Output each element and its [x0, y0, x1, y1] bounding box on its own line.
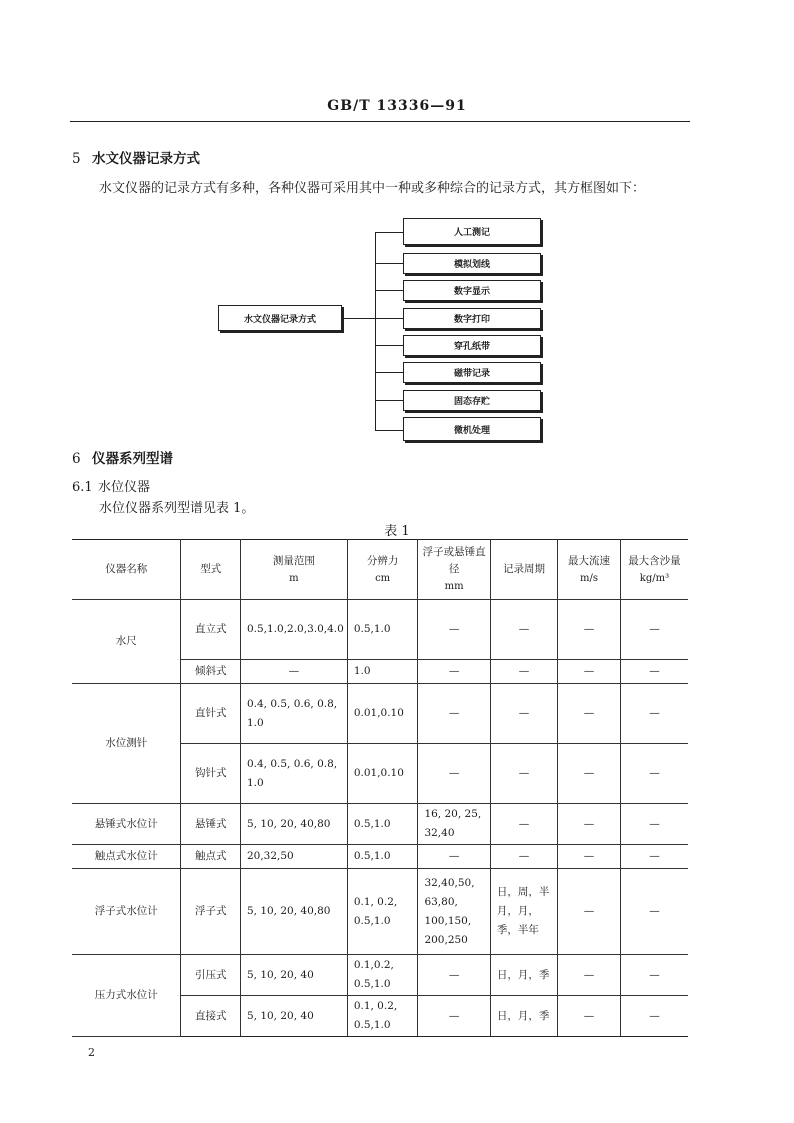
cell-velocity: — [558, 955, 621, 996]
flowchart-box-digital-print: 数字打印 [403, 308, 541, 329]
section-6-heading: 仪器系列型谱 [92, 451, 173, 467]
water-level-instruments-table [72, 539, 688, 1037]
cell-velocity: — [558, 744, 621, 804]
section-6-title [72, 447, 173, 467]
cell-diameter: — [418, 660, 490, 684]
flowchart-box-digital-display: 数字显示 [403, 280, 541, 301]
table-row [72, 684, 688, 744]
cell-period: — [490, 744, 557, 804]
cell-name: 浮子式水位计 [72, 869, 181, 955]
cell-type: 倾斜式 [181, 660, 241, 684]
cell-range: 0.4, 0.5, 0.6, 0.8, 1.0 [240, 684, 347, 744]
header-diameter [418, 540, 490, 600]
flowchart-root-connector [342, 318, 375, 319]
cell-name: 水位测针 [72, 684, 181, 804]
flowchart-connector-5 [375, 345, 403, 346]
cell-sediment: — [620, 845, 688, 869]
header-sediment [620, 540, 688, 600]
cell-sediment: — [620, 955, 688, 996]
cell-resolution: 1.0 [347, 660, 418, 684]
cell-type: 直立式 [181, 600, 241, 660]
header-resolution-unit: cm [375, 572, 391, 584]
cell-diameter: — [418, 600, 490, 660]
cell-sediment: — [620, 996, 688, 1037]
header-diameter-label: 浮子或悬锤直径 [422, 546, 486, 575]
cell-resolution: 0.1, 0.2, 0.5,1.0 [347, 869, 418, 955]
flowchart-connector-8 [375, 430, 403, 431]
header-range-unit: m [289, 572, 299, 584]
cell-sediment: — [620, 869, 688, 955]
flowchart-box-magnetic-tape: 磁带记录 [403, 362, 541, 383]
cell-type: 直接式 [181, 996, 241, 1037]
flowchart-box-analog-plot: 模拟划线 [403, 253, 541, 274]
cell-period: — [490, 845, 557, 869]
cell-type: 浮子式 [181, 869, 241, 955]
cell-sediment: — [620, 600, 688, 660]
flowchart-root-box: 水文仪器记录方式 [218, 305, 342, 331]
cell-period: — [490, 684, 557, 744]
cell-name: 水尺 [72, 600, 181, 684]
cell-name: 悬锤式水位计 [72, 804, 181, 845]
table-row [72, 600, 688, 660]
cell-range: 5, 10, 20, 40 [240, 955, 347, 996]
section-6-1-heading: 水位仪器 [98, 480, 151, 495]
flowchart-box-punched-tape: 穿孔纸带 [403, 335, 541, 356]
cell-period: 日，月，季 [490, 955, 557, 996]
cell-range: 5, 10, 20, 40,80 [240, 804, 347, 845]
section-6-1-number: 6.1 [72, 480, 93, 495]
cell-resolution: 0.01,0.10 [347, 684, 418, 744]
cell-period: — [490, 660, 557, 684]
cell-diameter: — [418, 744, 490, 804]
header-type: 型式 [181, 540, 241, 600]
cell-diameter: 16, 20, 25, 32,40 [418, 804, 490, 845]
section-5-paragraph: 水文仪器的记录方式有多种，各种仪器可采用其中一种或多种综合的记录方式，其方框图如下： [99, 181, 646, 196]
cell-diameter: — [418, 996, 490, 1037]
cell-sediment: — [620, 660, 688, 684]
cell-diameter: — [418, 684, 490, 744]
cell-velocity: — [558, 869, 621, 955]
flowchart-connector-1 [375, 232, 403, 233]
flowchart-connector-2 [375, 263, 403, 264]
cell-period: — [490, 600, 557, 660]
cell-velocity: — [558, 600, 621, 660]
cell-sediment: — [620, 744, 688, 804]
flowchart-connector-3 [375, 290, 403, 291]
cell-resolution: 0.1, 0.2, 0.5,1.0 [347, 996, 418, 1037]
cell-diameter: — [418, 955, 490, 996]
flowchart-box-microcomputer: 微机处理 [403, 417, 541, 441]
table-row [72, 845, 688, 869]
cell-velocity: — [558, 684, 621, 744]
cell-velocity: — [558, 996, 621, 1037]
cell-velocity: — [558, 845, 621, 869]
cell-sediment: — [620, 804, 688, 845]
header-resolution [347, 540, 418, 600]
header-sediment-label: 最大含沙量 [628, 554, 681, 567]
standard-number: GB/T 13336—91 [327, 98, 467, 114]
section-6-1-title [72, 476, 150, 495]
header-velocity [558, 540, 621, 600]
cell-diameter: — [418, 845, 490, 869]
cell-resolution: 0.1,0.2, 0.5,1.0 [347, 955, 418, 996]
header-period: 记录周期 [490, 540, 557, 600]
page-number: 2 [88, 1046, 95, 1059]
cell-velocity: — [558, 804, 621, 845]
section-6-number: 6 [72, 451, 81, 467]
cell-range: 20,32,50 [240, 845, 347, 869]
flowchart-connector-7 [375, 400, 403, 401]
section-5-heading: 水文仪器记录方式 [92, 151, 200, 167]
header-velocity-unit: m/s [579, 572, 598, 584]
cell-range: 0.4, 0.5, 0.6, 0.8, 1.0 [240, 744, 347, 804]
header-sediment-unit: kg/m³ [639, 572, 670, 584]
cell-resolution: 0.5,1.0 [347, 804, 418, 845]
cell-name: 压力式水位计 [72, 955, 181, 1037]
cell-velocity: — [558, 660, 621, 684]
cell-type: 引压式 [181, 955, 241, 996]
header-resolution-label: 分辨力 [366, 554, 399, 567]
cell-range: 5, 10, 20, 40,80 [240, 869, 347, 955]
flowchart-connector-4 [375, 318, 403, 319]
header-diameter-unit: mm [444, 581, 464, 592]
recording-methods-flowchart [0, 0, 794, 460]
cell-diameter: 32,40,50, 63,80, 100,150, 200,250 [418, 869, 490, 955]
cell-sediment: — [620, 684, 688, 744]
cell-type: 直针式 [181, 684, 241, 744]
flowchart-box-solid-state-storage: 固态存贮 [403, 390, 541, 411]
cell-resolution: 0.5,1.0 [347, 600, 418, 660]
header-range [240, 540, 347, 600]
cell-period: — [490, 804, 557, 845]
cell-range: 0.5,1.0,2.0,3.0,4.0 [240, 600, 347, 660]
cell-type: 触点式 [181, 845, 241, 869]
cell-name: 触点式水位计 [72, 845, 181, 869]
cell-range: — [240, 660, 347, 684]
table-row [72, 804, 688, 845]
header-name: 仪器名称 [72, 540, 181, 600]
table-row [72, 955, 688, 996]
cell-period: 日，周，半月，月，季，半年 [490, 869, 557, 955]
cell-range: 5, 10, 20, 40 [240, 996, 347, 1037]
cell-period: 日，月，季 [490, 996, 557, 1037]
section-6-1-paragraph: 水位仪器系列型谱见表 1。 [99, 501, 255, 516]
cell-type: 悬锤式 [181, 804, 241, 845]
section-5-number: 5 [72, 151, 81, 167]
flowchart-box-manual-record: 人工测记 [403, 218, 541, 245]
table-caption: 表 1 [384, 524, 410, 539]
cell-resolution: 0.5,1.0 [347, 845, 418, 869]
header-range-label: 测量范围 [272, 554, 315, 567]
cell-resolution: 0.01,0.10 [347, 744, 418, 804]
table-row [72, 869, 688, 955]
cell-type: 钩针式 [181, 744, 241, 804]
flowchart-connector-6 [375, 372, 403, 373]
table-header-row [72, 540, 688, 600]
header-velocity-label: 最大流速 [567, 554, 610, 567]
